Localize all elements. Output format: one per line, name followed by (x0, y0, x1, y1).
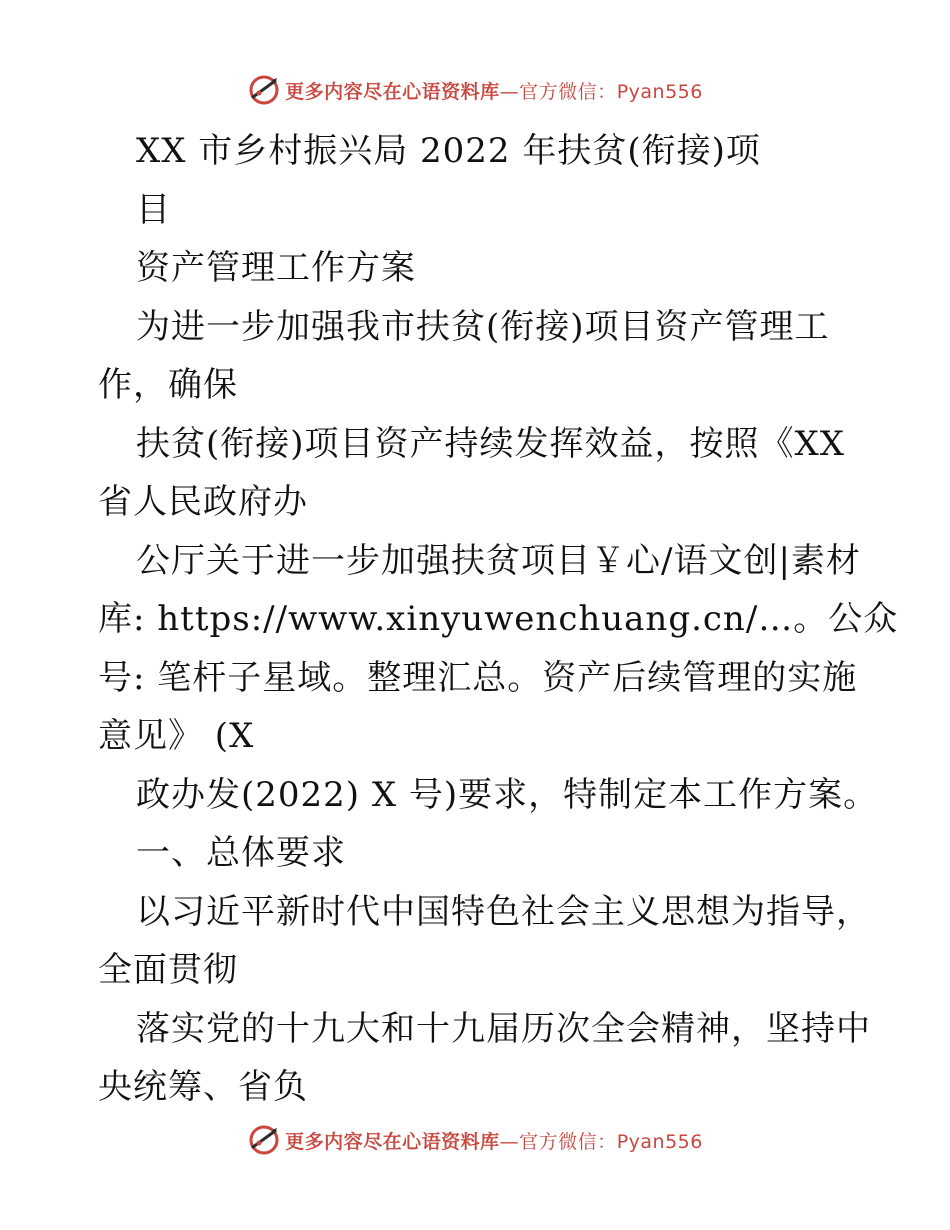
text-line: 省人民政府办 (98, 482, 308, 522)
header-watermark-banner (0, 70, 950, 110)
text-line: XX 市乡村振兴局 2022 年扶贫(衔接)项 (136, 131, 761, 171)
document-body (98, 122, 899, 1117)
pen-logo-icon (247, 1123, 281, 1157)
text-line: 公厅关于进一步加强扶贫项目￥心/语文创|素材 (136, 540, 861, 581)
section-heading: 一、总体要求 (136, 833, 346, 873)
text-line: 号: 笔杆子星域。整理汇总。资产后续管理的实施 (98, 657, 858, 698)
watermark-main: 更多内容尽在心语资料库 (285, 80, 500, 103)
watermark-main: 更多内容尽在心语资料库 (285, 1130, 500, 1153)
text-line: 作，确保 (98, 365, 238, 405)
watermark-contact-label: 官方微信： (519, 80, 617, 103)
watermark-contact-id: Pyan556 (616, 80, 703, 103)
text-line: 为进一步加强我市扶贫(衔接)项目资产管理工 (136, 306, 830, 347)
text-line: 全面贯彻 (98, 950, 238, 990)
text-line: 以习近平新时代中国特色社会主义思想为指导， (136, 891, 871, 932)
text-line: 库: https://www.xinyuwenchuang.cn/…。公众 (98, 599, 899, 639)
text-line: 落实党的十九大和十九届历次全会精神，坚持中 (136, 1008, 871, 1049)
watermark-text (285, 77, 703, 104)
text-line: 扶贫(衔接)项目资产持续发挥效益，按照《XX (136, 423, 845, 464)
watermark-contact-label: 官方微信： (519, 1130, 617, 1153)
text-line: 目 (136, 189, 171, 230)
text-line: 央统筹、省负 (98, 1067, 308, 1107)
watermark-text (285, 1127, 703, 1154)
text-line: 政办发(2022) X 号)要求，特制定本工作方案。 (136, 774, 879, 815)
text-line: 资产管理工作方案 (136, 248, 416, 288)
text-line: 意见》 (X (98, 716, 255, 756)
footer-watermark-banner (0, 1120, 950, 1160)
pen-logo-icon (247, 73, 281, 107)
watermark-contact-id: Pyan556 (616, 1130, 703, 1153)
watermark-separator: — (499, 80, 520, 103)
watermark-separator: — (499, 1130, 520, 1153)
